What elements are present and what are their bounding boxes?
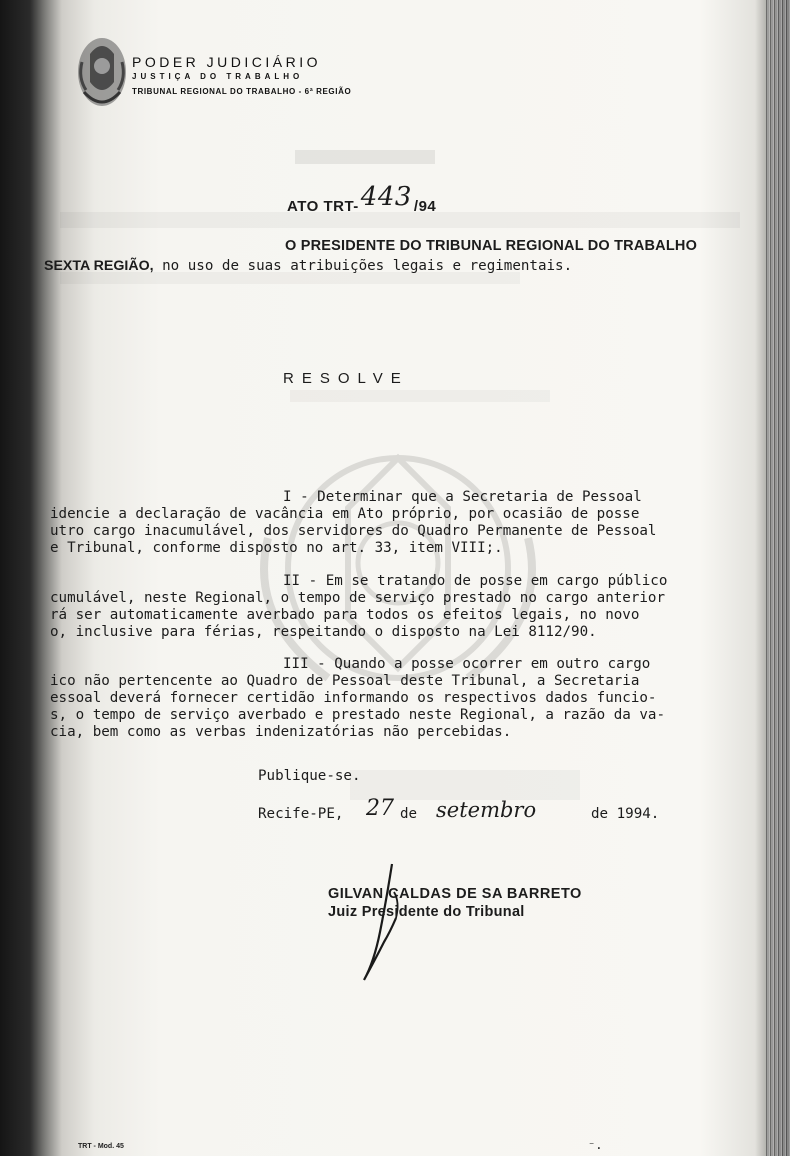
item-i-line: I - Determinar que a Secretaria de Pessoal: [283, 489, 642, 505]
item-i-line: e Tribunal, conforme disposto no art. 33, item VIII;.: [50, 540, 503, 556]
preamble-line-2: [44, 258, 572, 274]
header-line-2: JUSTIÇA DO TRABALHO: [132, 72, 304, 81]
item-i-line: utro cargo inacumulável, dos servidores do Quadro Permanente de Pessoal: [50, 523, 657, 539]
item-i-line: idencie a declaração de vacância em Ato próprio, por ocasião de posse: [50, 506, 640, 522]
place-label: Recife-PE,: [258, 806, 344, 822]
item-ii-line: rá ser automaticamente averbado para todos os efeitos legais, no novo: [50, 607, 640, 623]
bleed-through-mark: [290, 390, 550, 402]
item-iii-line: s, o tempo de serviço averbado e prestado neste Regional, a razão da va-: [50, 707, 665, 723]
item-ii-line: cumulável, neste Regional, o tempo de serviço prestado no cargo anterior: [50, 590, 665, 606]
item-iii-line: cia, bem como as verbas indenizatórias não percebidas.: [50, 724, 512, 740]
title-suffix: /94: [413, 198, 437, 215]
item-iii-line: essoal deverá fornecer certidão informando os respectivos dados funcio-: [50, 690, 657, 706]
resolve-heading: RESOLVE: [283, 370, 409, 387]
header-line-3: TRIBUNAL REGIONAL DO TRABALHO - 6ª REGIÃO: [132, 87, 352, 96]
bleed-through-mark: [295, 150, 435, 164]
handwritten-act-number: 443: [360, 182, 412, 212]
signatory-name: GILVAN CALDAS DE SA BARRETO: [328, 886, 582, 902]
item-ii-line: II - Em se tratando de posse em cargo público: [283, 573, 668, 589]
preamble-line-1: O PRESIDENTE DO TRIBUNAL REGIONAL DO TRABALHO: [285, 238, 698, 254]
handwritten-signature-icon: [350, 862, 420, 982]
handwritten-day: 27: [366, 796, 394, 821]
year-label: de 1994.: [591, 806, 660, 822]
stray-mark: ⁻.: [588, 1138, 603, 1152]
preamble-region-bold: SEXTA REGIÃO,: [44, 258, 154, 274]
handwritten-month: setembro: [436, 798, 537, 822]
date-de-label: de: [400, 806, 418, 822]
publish-line: Publique-se.: [258, 768, 361, 784]
coat-of-arms-icon: [74, 32, 130, 116]
item-ii-line: o, inclusive para férias, respeitando o disposto na Lei 8112/90.: [50, 624, 597, 640]
item-iii-line: III - Quando a posse ocorrer em outro cargo: [283, 656, 651, 672]
signatory-role: Juiz Presidente do Tribunal: [328, 904, 525, 920]
preamble-rest: no uso de suas atribuições legais e regimentais.: [153, 258, 573, 274]
document-title: [287, 182, 437, 218]
item-iii-line: ico não pertencente ao Quadro de Pessoal deste Tribunal, a Secretaria: [50, 673, 640, 689]
header-line-1: PODER JUDICIÁRIO: [132, 54, 322, 70]
form-code: TRT - Mod. 45: [78, 1143, 124, 1150]
title-prefix: ATO TRT-: [287, 198, 359, 215]
book-gutter: [766, 0, 790, 1156]
